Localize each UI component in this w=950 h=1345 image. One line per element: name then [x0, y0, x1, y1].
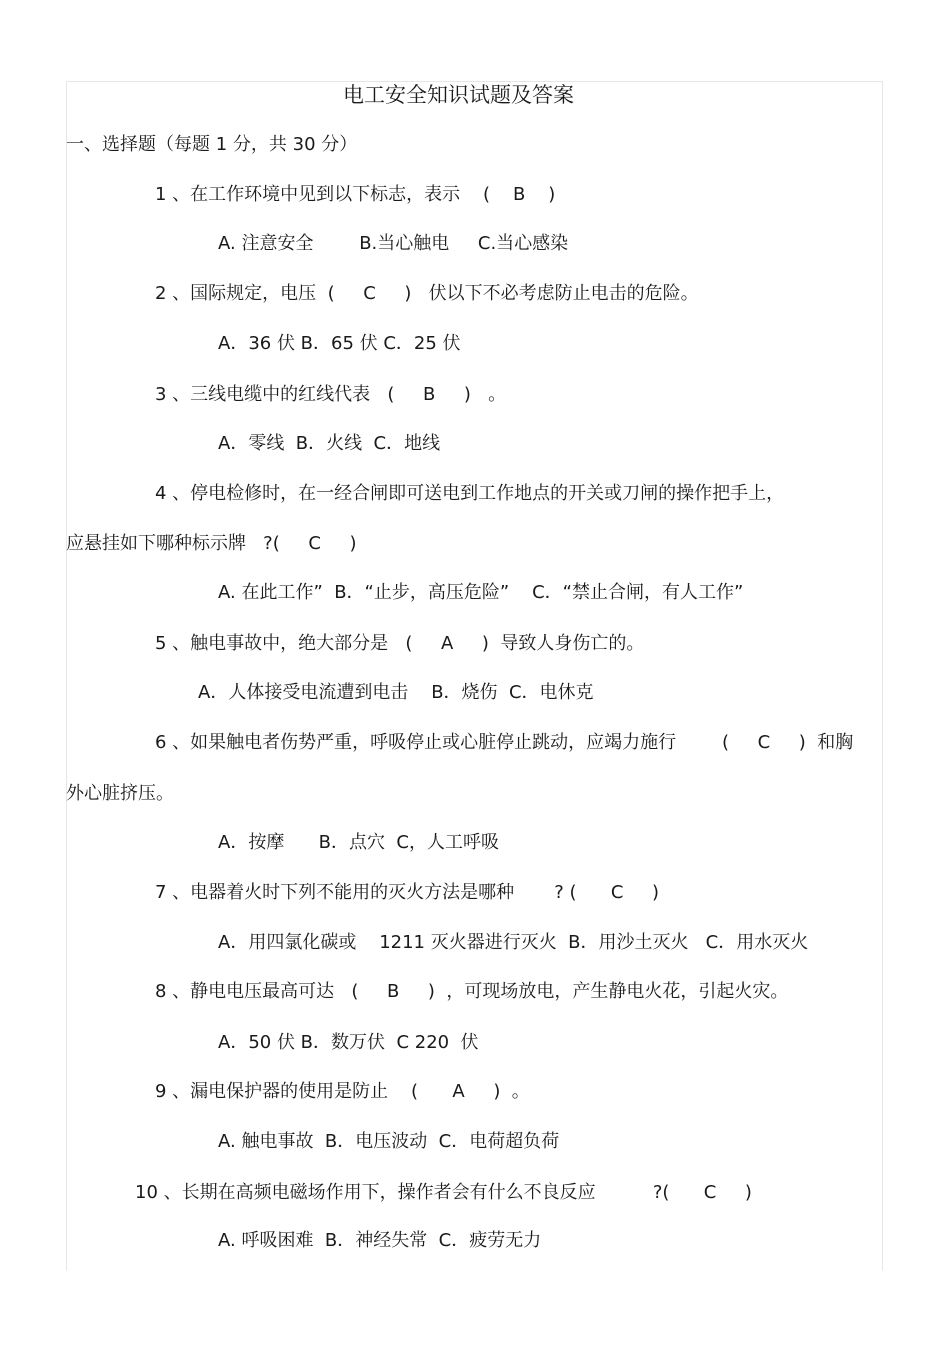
question-5: 5 、触电事故中，绝大部分是 ( A ) 导致人身伤亡的。 — [155, 633, 645, 654]
question-9: 9 、漏电保护器的使用是防止 ( A ) 。 — [155, 1081, 530, 1102]
options-3: A．零线 B．火线 C．地线 — [218, 433, 441, 454]
question-2: 2 、国际规定，电压 ( C ) 伏以下不必考虑防止电击的危险。 — [155, 283, 699, 304]
question-6: 6 、如果触电者伤势严重，呼吸停止或心脏停止跳动，应竭力施行 ( C ) 和胸 — [155, 732, 854, 753]
options-7: A．用四氯化碳或 1211 灭火器进行灭火 B．用沙土灭火 C．用水灭火 — [218, 932, 809, 953]
options-5: A．人体接受电流遭到电击 B．烧伤 C．电休克 — [198, 682, 594, 703]
options-6: A．按摩 B．点穴 C，人工呼吸 — [218, 832, 500, 853]
question-6-continued: 外心脏挤压。 — [66, 783, 174, 804]
section-heading: 一、选择题（每题 1 分，共 30 分） — [66, 134, 358, 155]
question-4-continued: 应悬挂如下哪种标示牌 ?( C ) — [66, 533, 357, 554]
options-10: A. 呼吸困难 B．神经失常 C．疲劳无力 — [218, 1230, 542, 1251]
question-7: 7 、电器着火时下列不能用的灭火方法是哪种 ? ( C ) — [155, 882, 660, 903]
question-1: 1 、在工作环境中见到以下标志，表示 ( B ) — [155, 184, 556, 205]
question-3: 3 、三线电缆中的红线代表 ( B ) 。 — [155, 384, 507, 405]
options-2: A．36 伏 B．65 伏 C．25 伏 — [218, 333, 461, 354]
options-4: A. 在此工作” B．“止步，高压危险” C．“禁止合闸，有人工作” — [218, 582, 744, 603]
question-4: 4 、停电检修时，在一经合闸即可送电到工作地点的开关或刀闸的操作把手上， — [155, 483, 785, 504]
options-1: A. 注意安全 B.当心触电 C.当心感染 — [218, 233, 569, 254]
question-8: 8 、静电电压最高可达 ( B ) ，可现场放电，产生静电火花，引起火灾。 — [155, 981, 789, 1002]
options-9: A. 触电事故 B．电压波动 C．电荷超负荷 — [218, 1131, 560, 1152]
document-title: 电工安全知识试题及答案 — [343, 83, 574, 107]
question-10: 10 、长期在高频电磁场作用下，操作者会有什么不良反应 ?( C ) — [135, 1182, 752, 1203]
options-8: A．50 伏 B．数万伏 C 220 伏 — [218, 1032, 479, 1053]
